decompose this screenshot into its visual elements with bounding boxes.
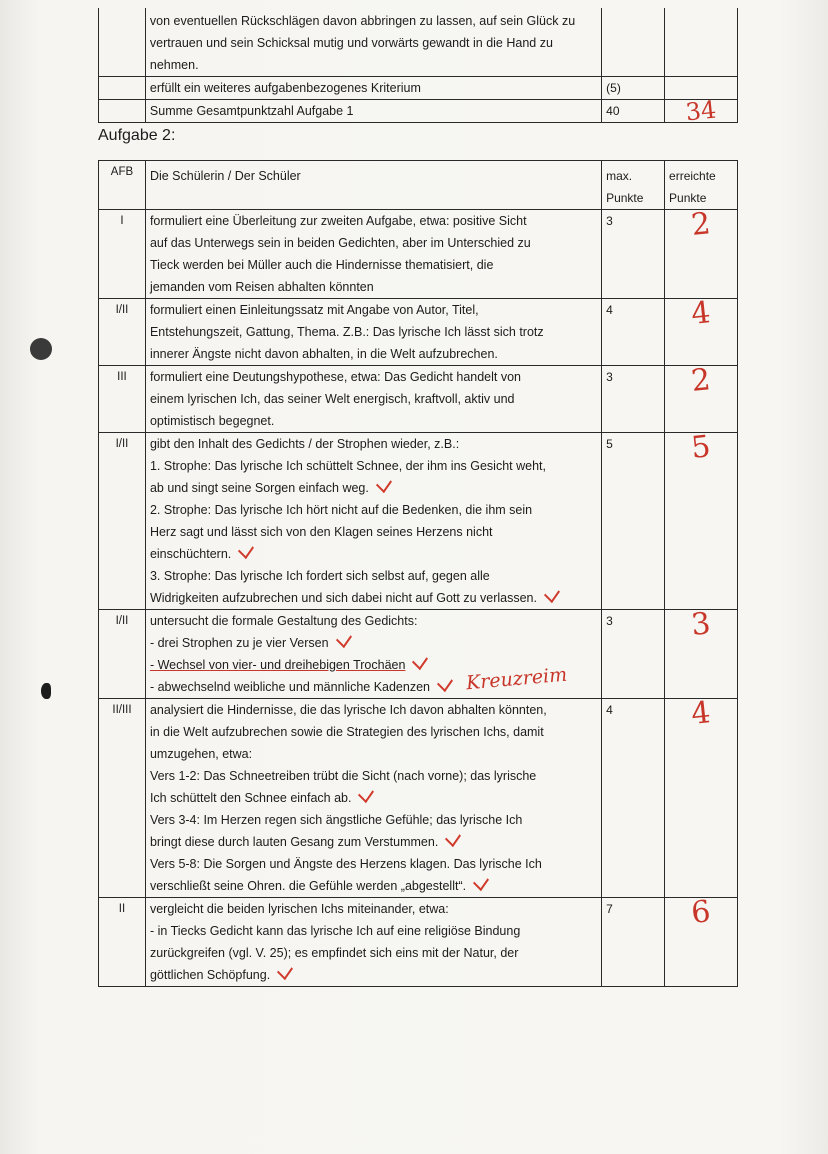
task1-table-end: [98, 8, 738, 127]
criterion-line: Ich schüttelt den Schnee einfach ab.: [150, 787, 597, 809]
max-points: 3: [602, 366, 665, 433]
criterion-text: [145, 699, 601, 898]
header-got-line2: Punkte: [669, 191, 707, 205]
criterion-text: [145, 366, 601, 433]
task2-title: Aufgabe 2:: [98, 127, 176, 144]
header-description: Die Schülerin / Der Schüler: [145, 161, 601, 210]
table-header-row: [99, 161, 738, 210]
sum-max-points: 40: [602, 100, 665, 123]
criterion-line: gibt den Inhalt des Gedichts / der Strophen wieder, z.B.:: [149, 437, 460, 451]
criterion-line: 2. Strophe: Das lyrische Ich hört nicht auf die Bedenken, die ihm sein: [149, 503, 533, 517]
afb-level: II/III: [99, 699, 146, 898]
afb-level: I/II: [99, 610, 146, 699]
header-max-line1: max.: [606, 169, 633, 183]
check-mark-icon: [412, 651, 428, 670]
table-row: [99, 433, 738, 610]
criterion-line: Herz sagt und lässt sich von den Klagen seines Herzens nicht: [149, 525, 493, 539]
table-row: [99, 610, 738, 699]
criterion-line: einschüchtern.: [150, 543, 597, 565]
criterion-line: innerer Ängste nicht davon abhalten, in die Welt aufzubrechen.: [149, 347, 498, 361]
criterion-line: in die Welt aufzubrechen sowie die Strategien des lyrischen Ichs, damit: [149, 725, 544, 739]
handwritten-note: Kreuzreim: [465, 663, 568, 695]
criterion-text: [145, 433, 601, 610]
afb-level: II: [99, 898, 146, 987]
table-row: [99, 299, 738, 366]
criterion-line: zurückgreifen (vgl. V. 25); es empfindet sich eins mit der Natur, der: [149, 946, 519, 960]
achieved-points: 5: [689, 429, 713, 466]
criterion-line: - in Tiecks Gedicht kann das lyrische Ich auf eine religiöse Bindung: [149, 924, 521, 938]
achieved-points: 6: [689, 894, 713, 931]
criterion-line: 1. Strophe: Das lyrische Ich schüttelt Schnee, der ihm ins Gesicht weht,: [149, 459, 546, 473]
table-row: [99, 366, 738, 433]
criterion-line: göttlichen Schöpfung.: [150, 964, 597, 986]
criterion-line: 3. Strophe: Das lyrische Ich fordert sich selbst auf, gegen alle: [149, 569, 490, 583]
criterion-line: jemanden vom Reisen abhalten könnten: [149, 280, 374, 294]
check-mark-icon: [359, 784, 375, 803]
max-points: 4: [602, 699, 665, 898]
header-max-points: [602, 161, 665, 210]
achieved-points: 3: [689, 606, 713, 643]
max-points: 5: [602, 433, 665, 610]
criterion-line: untersucht die formale Gestaltung des Gedichts:: [149, 614, 418, 628]
table-row: [99, 100, 738, 123]
punch-hole-icon: [30, 338, 52, 360]
check-mark-icon: [445, 828, 461, 847]
criterion-line: formuliert eine Deutungshypothese, etwa: Das Gedicht handelt von: [149, 370, 522, 384]
achieved-points: 4: [689, 295, 713, 332]
table-row: [99, 699, 738, 898]
punch-hole-fragment-icon: [41, 683, 51, 699]
extra-criterion-points: (5): [602, 77, 665, 100]
extra-criterion: erfüllt ein weiteres aufgabenbezogenes Kriterium: [145, 77, 601, 100]
criterion-text: [145, 898, 601, 987]
max-points: 3: [602, 610, 665, 699]
criterion-line: umzugehen, etwa:: [149, 747, 253, 761]
criterion-line: auf das Unterwegs sein in beiden Gedichten, aber im Unterschied zu: [149, 236, 531, 250]
check-mark-icon: [473, 872, 489, 891]
header-max-line2: Punkte: [606, 191, 644, 205]
criterion-text: [145, 299, 601, 366]
criterion-line: Entstehungszeit, Gattung, Thema. Z.B.: Das lyrische Ich lässt sich trotz: [149, 325, 544, 339]
header-afb: AFB: [99, 161, 146, 210]
criterion-line: formuliert eine Überleitung zur zweiten Aufgabe, etwa: positive Sicht: [149, 214, 527, 228]
sum-achieved-points: 34: [684, 95, 718, 127]
afb-level: I: [99, 210, 146, 299]
check-mark-icon: [437, 673, 453, 692]
criterion-line: optimistisch begegnet.: [149, 414, 275, 428]
task1-continued-text: von eventuellen Rückschlägen davon abbringen zu lassen, auf sein Glück zu vertrauen und sein Schicksal mutig und vorwärts gewandt in die Hand zu nehmen.: [145, 8, 601, 77]
header-achieved-points: [665, 161, 738, 210]
check-mark-icon: [277, 961, 293, 980]
criterion-line: Vers 3-4: Im Herzen regen sich ängstliche Gefühle; das lyrische Ich: [149, 813, 523, 827]
check-mark-icon: [544, 584, 560, 603]
achieved-points: 2: [689, 206, 713, 243]
criterion-line: formuliert einen Einleitungssatz mit Angabe von Autor, Titel,: [149, 303, 479, 317]
criterion-line: Vers 5-8: Die Sorgen und Ängste des Herzens klagen. Das lyrische Ich: [149, 857, 542, 871]
criterion-line: Tieck werden bei Müller auch die Hindernisse thematisiert, die: [149, 258, 494, 272]
header-got-line1: erreichte: [669, 169, 716, 183]
criterion-line: ab und singt seine Sorgen einfach weg.: [150, 477, 597, 499]
criterion-text: [145, 210, 601, 299]
achieved-points: 4: [689, 695, 713, 732]
achieved-points: 2: [689, 362, 713, 399]
max-points: 7: [602, 898, 665, 987]
criterion-line: Widrigkeiten aufzubrechen und sich dabei nicht auf Gott zu verlassen.: [150, 587, 597, 609]
criterion-line: einem lyrischen Ich, das seiner Welt energisch, kraftvoll, aktiv und: [149, 392, 515, 406]
criterion-line: Vers 1-2: Das Schneetreiben trübt die Sicht (nach vorne); das lyrische: [149, 769, 537, 783]
criterion-line: vergleicht die beiden lyrischen Ichs miteinander, etwa:: [149, 902, 449, 916]
criterion-line: bringt diese durch lauten Gesang zum Verstummen.: [150, 831, 597, 853]
task2-table: [98, 160, 738, 987]
criterion-line: - drei Strophen zu je vier Versen: [150, 632, 597, 654]
table-row: [99, 77, 738, 100]
afb-level: I/II: [99, 433, 146, 610]
table-row: [99, 898, 738, 987]
check-mark-icon: [376, 474, 392, 493]
max-points: 4: [602, 299, 665, 366]
afb-level: I/II: [99, 299, 146, 366]
criterion-line: - abwechselnd weibliche und männliche Kadenzen: [150, 676, 597, 698]
criterion-line: verschließt seine Ohren. die Gefühle werden „abgestellt“.: [150, 875, 597, 897]
sum-label: Summe Gesamtpunktzahl Aufgabe 1: [145, 100, 601, 123]
table-row: [99, 210, 738, 299]
check-mark-icon: [238, 540, 254, 559]
check-mark-icon: [336, 629, 352, 648]
table-row: [99, 8, 738, 77]
max-points: 3: [602, 210, 665, 299]
criterion-line: - Wechsel von vier- und dreihebigen Trochäen: [150, 654, 597, 676]
criterion-line: analysiert die Hindernisse, die das lyrische Ich davon abhalten könnten,: [149, 703, 547, 717]
afb-level: III: [99, 366, 146, 433]
